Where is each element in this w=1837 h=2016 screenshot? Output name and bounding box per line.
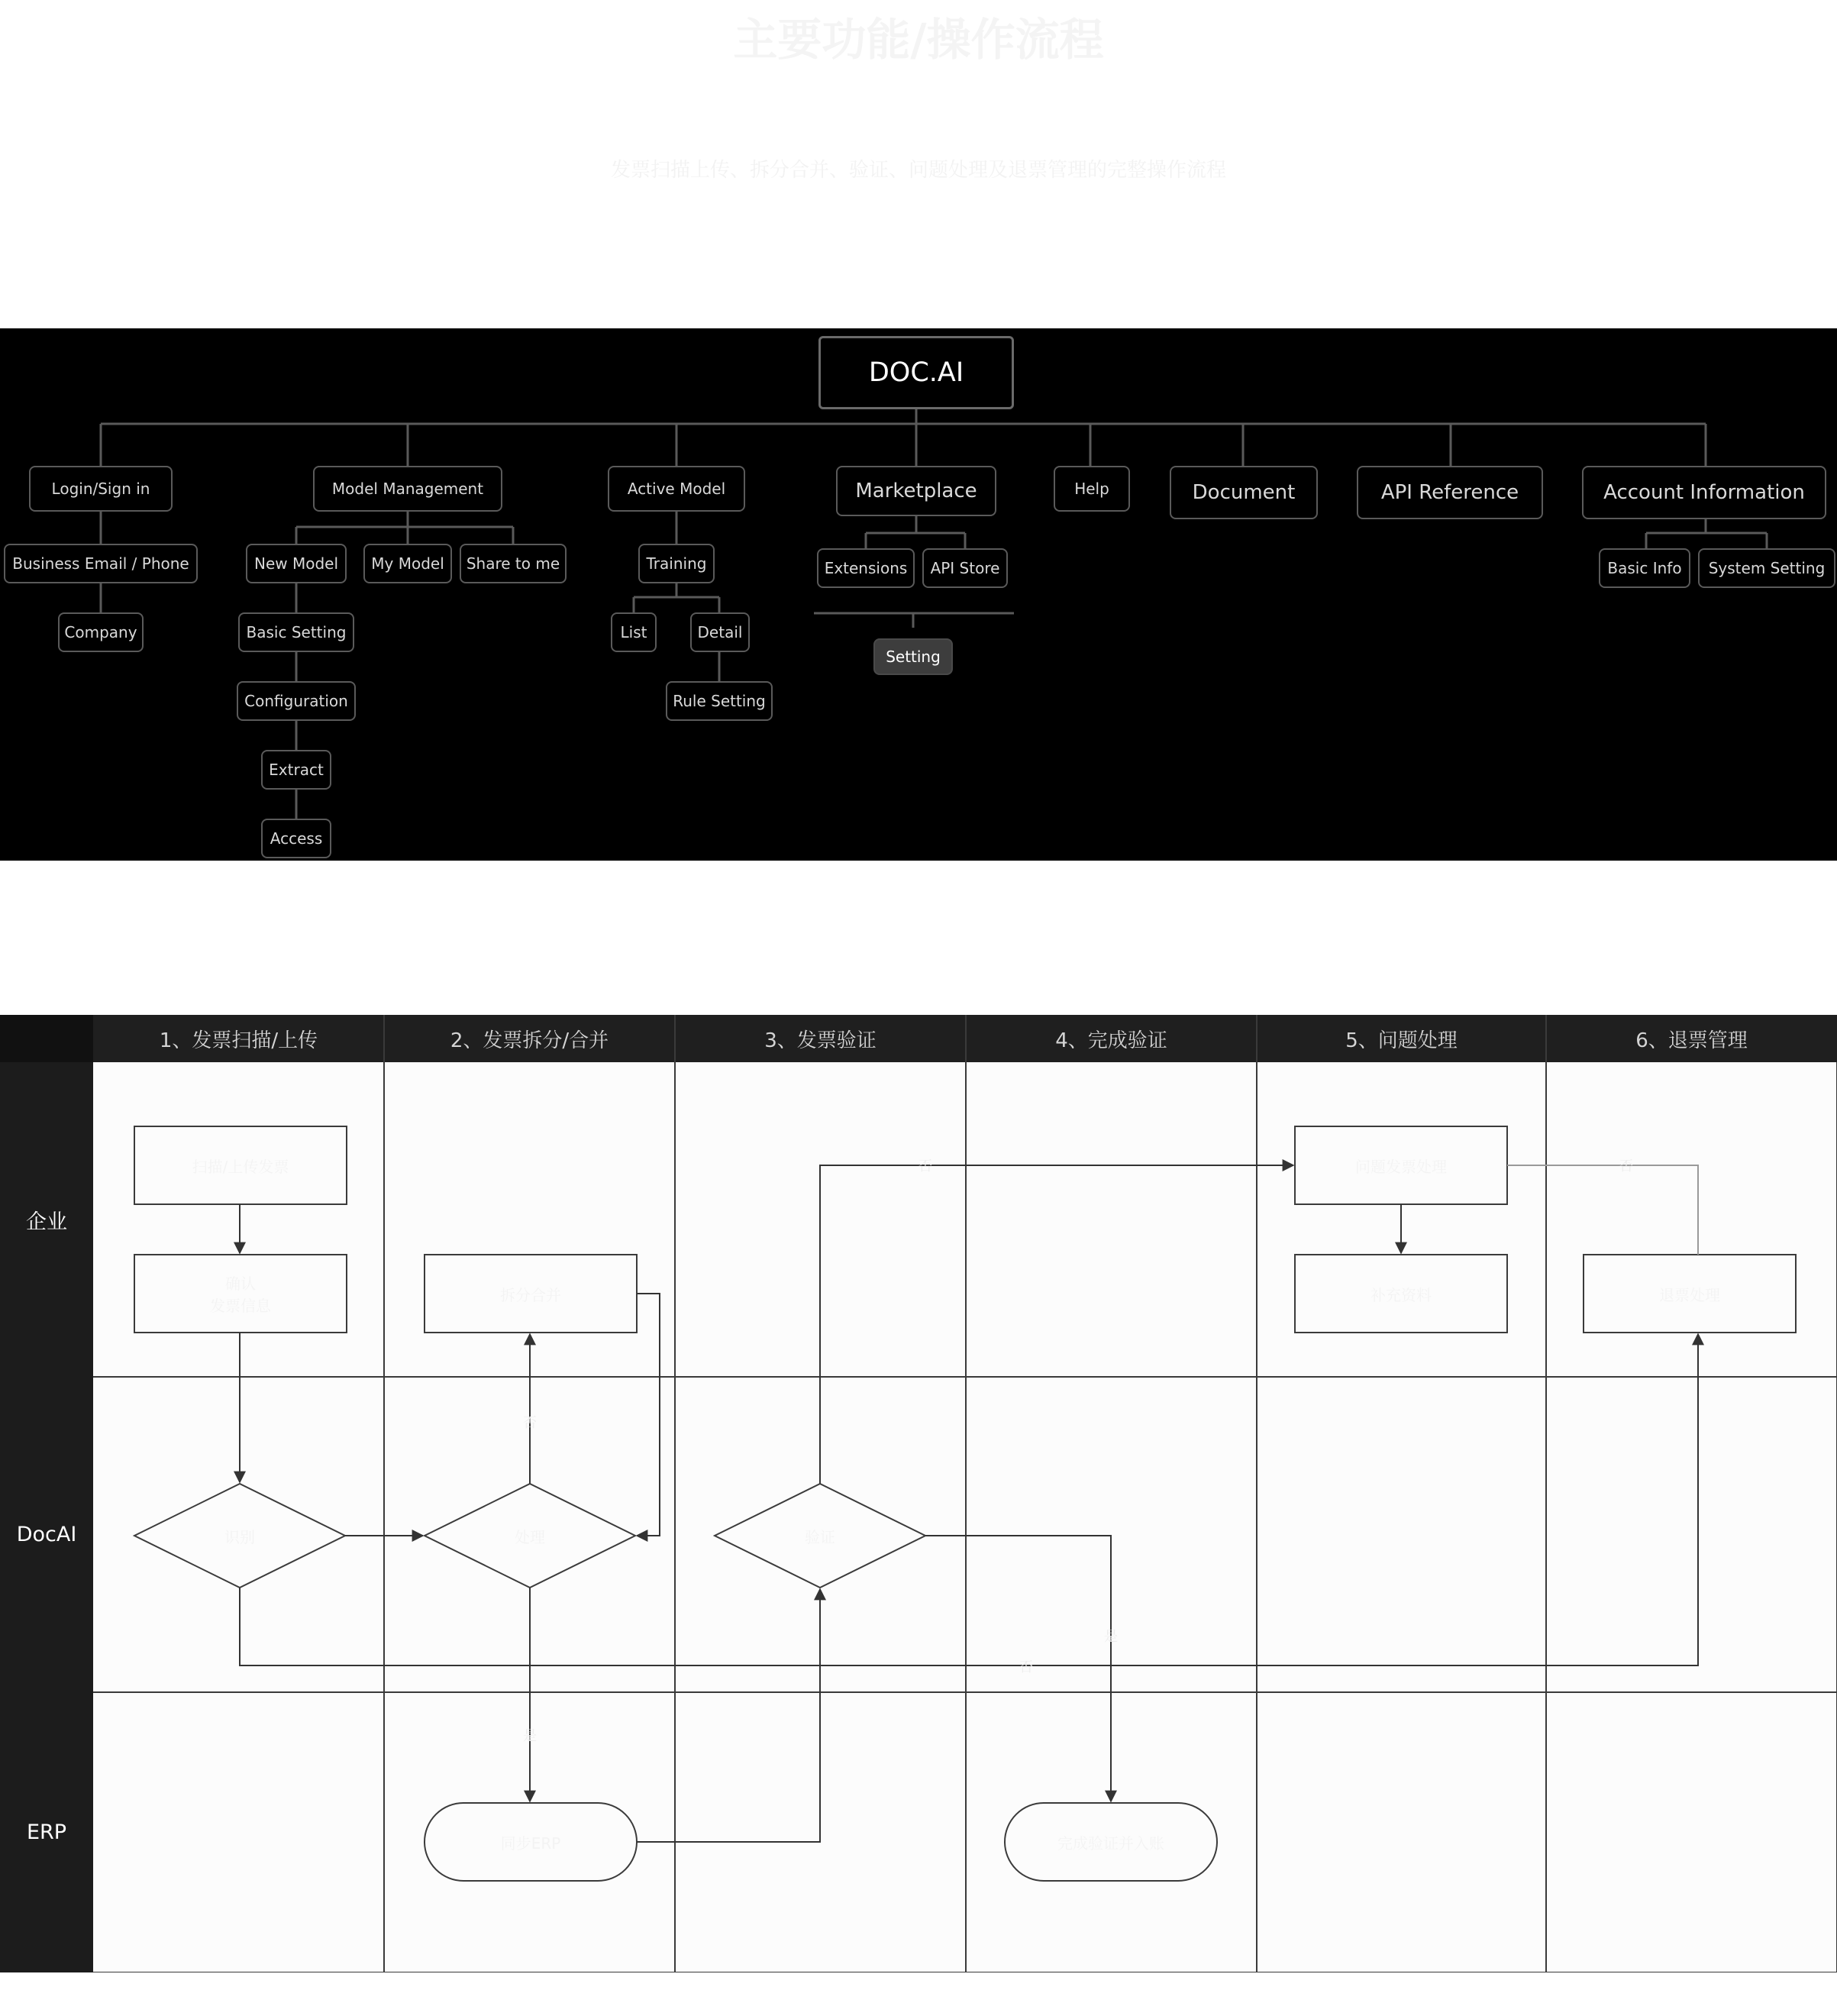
tree-access: Access — [261, 819, 331, 858]
tree-system-setting: System Setting — [1698, 548, 1835, 588]
tree-api-store: API Store — [922, 548, 1008, 588]
step-c1-decision: 识别 — [224, 1527, 255, 1546]
label-c2-up: 否 — [523, 1415, 537, 1431]
tree-help: Help — [1054, 466, 1130, 512]
step-c1-mid-line1: 确认 — [225, 1275, 256, 1293]
step-c5-bottom: 补充资料 — [1370, 1285, 1432, 1304]
label-bottom-loop: 否 — [1019, 1659, 1033, 1675]
tree-detail: Detail — [690, 612, 750, 652]
lane-header-erp: ERP — [26, 1821, 67, 1844]
lane-header-enterprise: 企业 — [26, 1210, 67, 1234]
column-header-4: 4、完成验证 — [1055, 1029, 1167, 1052]
tree-root-docai: DOC.AI — [818, 336, 1014, 409]
tree-extensions: Extensions — [817, 548, 915, 588]
label-c3-to-c5: 否 — [918, 1158, 932, 1174]
tree-configuration: Configuration — [237, 681, 356, 721]
column-header-6: 6、退票管理 — [1635, 1029, 1748, 1052]
step-c6-box: 退票处理 — [1659, 1285, 1720, 1304]
tree-list: List — [611, 612, 657, 652]
label-c5-to-c6: 否 — [1619, 1158, 1633, 1174]
step-c2-erp: 同步ERP — [500, 1833, 561, 1853]
step-c1-mid-line2: 发票信息 — [210, 1297, 271, 1315]
page-title: 主要功能/操作流程 — [733, 14, 1104, 66]
label-c3-right: 是 — [1104, 1629, 1118, 1645]
column-header-5: 5、问题处理 — [1345, 1029, 1458, 1052]
tree-extract: Extract — [261, 750, 331, 790]
tree-model-management: Model Management — [313, 466, 502, 512]
label-c2-down: 是 — [523, 1728, 537, 1744]
column-header-2: 2、发票拆分/合并 — [450, 1029, 609, 1052]
tree-account-information: Account Information — [1582, 466, 1826, 519]
column-header-3: 3、发票验证 — [764, 1029, 877, 1052]
step-c4-erp: 完成验证并入账 — [1057, 1833, 1164, 1853]
tree-new-model: New Model — [246, 544, 347, 583]
step-c1-mid — [134, 1255, 347, 1333]
tree-setting: Setting — [873, 638, 953, 675]
tree-active-model: Active Model — [608, 466, 745, 512]
tree-share-to-me: Share to me — [460, 544, 567, 583]
tree-document: Document — [1170, 466, 1318, 519]
column-header-1: 1、发票扫描/上传 — [159, 1029, 318, 1052]
tree-my-model: My Model — [363, 544, 452, 583]
step-c5-top: 问题发票处理 — [1355, 1157, 1447, 1176]
page-subtitle: 发票扫描上传、拆分合并、验证、问题处理及退票管理的完整操作流程 — [610, 159, 1226, 182]
tree-company: Company — [58, 612, 144, 652]
tree-business-email: Business Email / Phone — [4, 544, 198, 583]
tree-api-reference: API Reference — [1357, 466, 1543, 519]
tree-training: Training — [638, 544, 715, 583]
sitemap-tree — [0, 328, 1837, 861]
tree-basic-setting: Basic Setting — [238, 612, 354, 652]
lane-header-docai: DocAI — [16, 1523, 77, 1546]
tree-rule-setting: Rule Setting — [666, 681, 773, 721]
tree-marketplace: Marketplace — [836, 466, 996, 516]
step-c2-decision: 处理 — [515, 1527, 545, 1546]
tree-login: Login/Sign in — [29, 466, 173, 512]
tree-basic-info: Basic Info — [1599, 548, 1690, 588]
step-c2-box: 拆分合并 — [500, 1285, 561, 1304]
step-c3-decision: 验证 — [805, 1527, 835, 1546]
step-c1-top: 扫描/上传发票 — [192, 1157, 289, 1176]
swimlane-flowchart — [0, 1015, 1837, 1972]
